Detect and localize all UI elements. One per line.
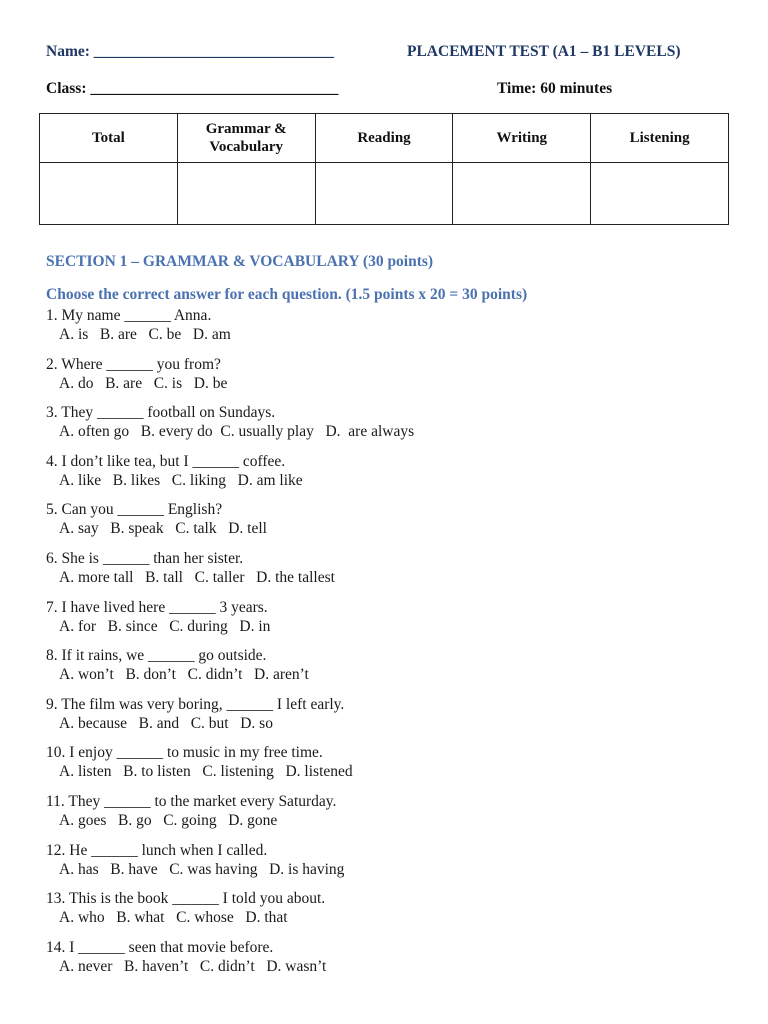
question-options: A. won’t B. don’t C. didn’t D. aren’t — [59, 666, 309, 684]
question-options: A. has B. have C. was having D. is having — [59, 860, 345, 878]
class-field-label: Class: ________________________________ — [46, 80, 339, 97]
question-stem: 13. This is the book ______ I told you about. — [46, 890, 326, 908]
question-stem: 8. If it rains, we ______ go outside. — [46, 647, 267, 665]
question-options: A. say B. speak C. talk D. tell — [59, 520, 267, 538]
question-stem: 7. I have lived here ______ 3 years. — [46, 598, 268, 616]
question-options: A. like B. likes C. liking D. am like — [59, 471, 303, 489]
question-options: A. for B. since C. during D. in — [59, 617, 271, 635]
question-options: A. goes B. go C. going D. gone — [59, 811, 278, 829]
question-options: A. who B. what C. whose D. that — [59, 909, 288, 927]
question-stem: 3. They ______ football on Sundays. — [46, 404, 276, 422]
question-item — [46, 500, 726, 549]
question-stem: 14. I ______ seen that movie before. — [46, 938, 274, 956]
question-item — [46, 549, 726, 598]
score-header-grammar-vocabulary: Grammar & Vocabulary — [177, 114, 315, 163]
score-cell-writing — [453, 163, 591, 225]
question-item — [46, 889, 726, 938]
question-options: A. do B. are C. is D. be — [59, 374, 228, 392]
question-item — [46, 452, 726, 501]
question-item — [46, 938, 726, 987]
question-options: A. often go B. every do C. usually play D. are always — [59, 423, 415, 441]
score-table-header-row — [40, 114, 729, 163]
score-header-writing: Writing — [453, 114, 591, 163]
question-stem: 4. I don’t like tea, but I ______ coffee. — [46, 452, 286, 470]
test-title: PLACEMENT TEST (A1 – B1 LEVELS) — [407, 43, 681, 60]
question-item — [46, 743, 726, 792]
time-label: Time: 60 minutes — [497, 80, 613, 97]
question-stem: 10. I enjoy ______ to music in my free time. — [46, 744, 323, 762]
question-item — [46, 306, 726, 355]
question-options: A. listen B. to listen C. listening D. listened — [59, 763, 353, 781]
name-field-label: Name: _______________________________ — [46, 43, 335, 60]
score-header-listening: Listening — [591, 114, 729, 163]
score-header-total: Total — [40, 114, 178, 163]
question-item — [46, 841, 726, 890]
score-cell-reading — [315, 163, 453, 225]
score-table-value-row — [40, 163, 729, 225]
question-stem: 5. Can you ______ English? — [46, 501, 223, 519]
score-table — [39, 113, 729, 225]
question-item — [46, 695, 726, 744]
question-stem: 2. Where ______ you from? — [46, 355, 221, 373]
question-options: A. because B. and C. but D. so — [59, 714, 273, 732]
question-item — [46, 646, 726, 695]
section-title: SECTION 1 – GRAMMAR & VOCABULARY (30 points) — [46, 253, 434, 270]
question-stem: 9. The film was very boring, ______ I left early. — [46, 695, 345, 713]
question-stem: 11. They ______ to the market every Saturday. — [46, 792, 337, 810]
question-stem: 1. My name ______ Anna. — [46, 307, 212, 324]
question-list — [46, 306, 726, 986]
question-stem: 12. He ______ lunch when I called. — [46, 841, 268, 859]
score-cell-grammar-vocabulary — [177, 163, 315, 225]
question-options: A. never B. haven’t C. didn’t D. wasn’t — [59, 957, 327, 975]
question-options: A. is B. are C. be D. am — [59, 326, 231, 343]
score-cell-total — [40, 163, 178, 225]
question-item — [46, 403, 726, 452]
question-item — [46, 598, 726, 647]
question-item — [46, 792, 726, 841]
question-options: A. more tall B. tall C. taller D. the tallest — [59, 568, 335, 586]
question-stem: 6. She is ______ than her sister. — [46, 549, 244, 567]
question-item — [46, 355, 726, 404]
score-header-reading: Reading — [315, 114, 453, 163]
score-cell-listening — [591, 163, 729, 225]
section-instruction: Choose the correct answer for each question. (1.5 points x 20 = 30 points) — [46, 286, 528, 303]
